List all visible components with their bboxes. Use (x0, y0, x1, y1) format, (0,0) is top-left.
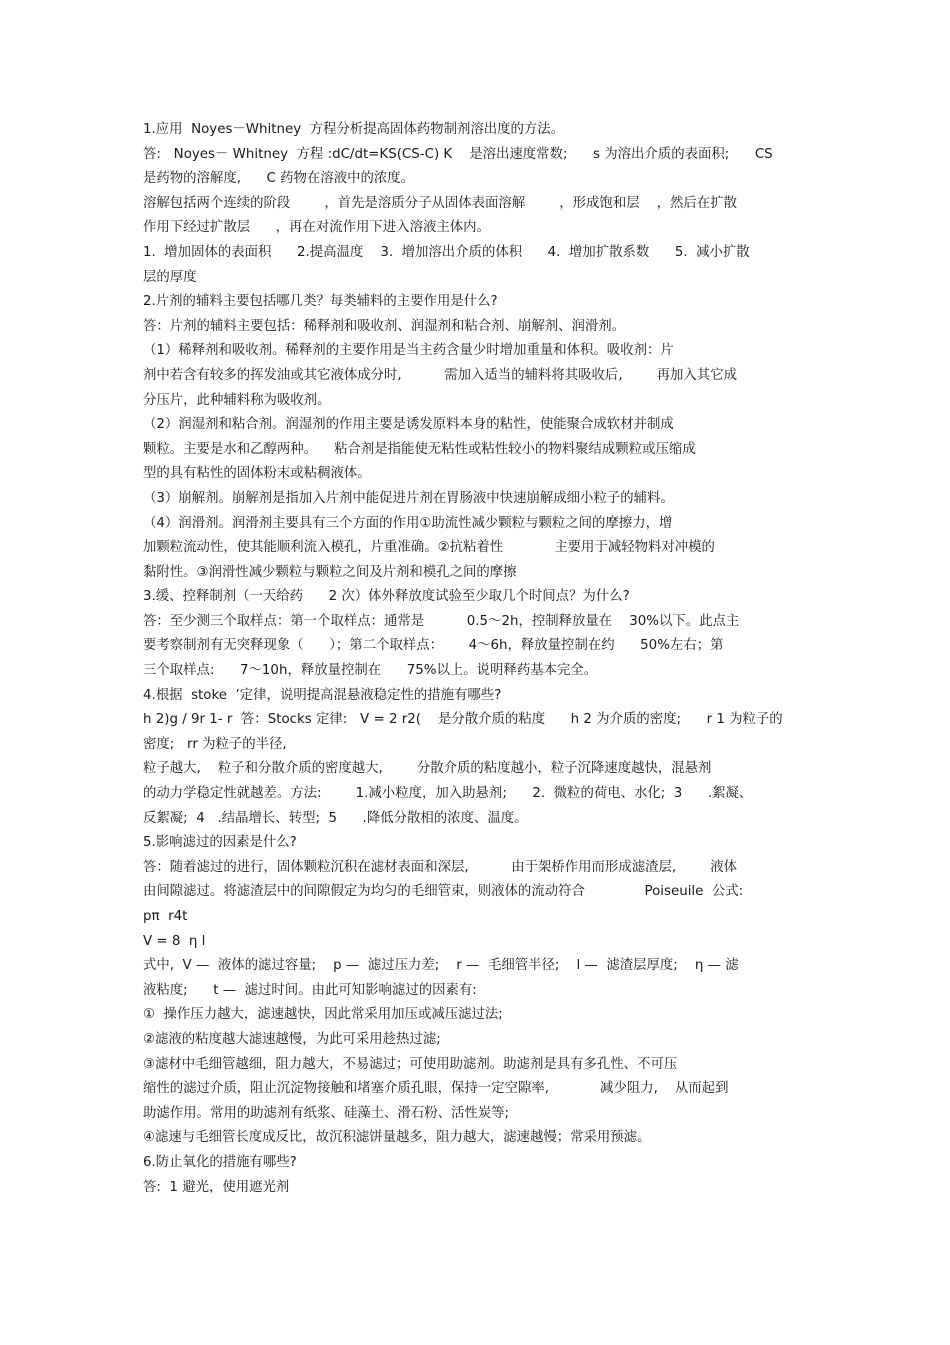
text-line: 答：随着滤过的进行，固体颗粒沉积在滤材表面和深层, 由于架桥作用而形成滤渣层, 液体 (143, 859, 737, 875)
text-line: ②滤液的粘度越大滤速越慢，为此可采用趁热过滤; (143, 1031, 441, 1047)
text-line: 是药物的溶解度, C 药物在溶液中的浓度。 (143, 171, 415, 187)
text-line: pπ r4t (143, 909, 188, 924)
text-line: 5.影响滤过的因素是什么? (143, 835, 297, 851)
text-line: 式中, V — 液体的滤过容量; p — 滤过压力差; r — 毛细管半径; l — 滤渣层厚度; η — 滤 (143, 958, 739, 974)
text-line: 1. 增加固体的表面积 2.提高温度 3. 增加溶出介质的体积 4. 增加扩散系数 5. 减小扩散 (143, 244, 750, 260)
text-line: V = 8 η l (143, 933, 206, 949)
text-line: 作用下经过扩散层 ，再在对流作用下进入溶液主体内。 (143, 220, 490, 236)
text-line: 型的具有粘性的固体粉末或粘稠液体。 (143, 466, 371, 482)
text-line: h 2)g / 9r 1- r 答：Stocks 定律: V = 2 r2( 是分散介质的粘度 h 2 为介质的密度; r 1 为粒子的 (143, 712, 783, 728)
text-line: 答：片剂的辅料主要包括：稀释剂和吸收剂、润湿剂和粘合剂、崩解剂、润滑剂。 (143, 318, 626, 334)
text-line: ④滤速与毛细管长度成反比，故沉积滤饼量越多，阻力越大，滤速越慢；常采用预滤。 (143, 1130, 651, 1146)
text-line: 答：至少测三个取样点：第一个取样点：通常是 0.5～2h，控制释放量在 30%以下。此点主 (143, 613, 740, 629)
text-line: 4.根据 stoke ’定律，说明提高混悬液稳定性的措施有哪些? (143, 687, 502, 703)
text-line: ① 操作压力越大，滤速越快，因此常采用加压或减压滤过法; (143, 1007, 503, 1023)
text-line: （3）崩解剂。崩解剂是指加入片剂中能促进片剂在胃肠液中快速崩解成细小粒子的辅料。 (143, 490, 674, 506)
text-line: 由间隙滤过。将滤渣层中的间隙假定为均匀的毛细管束，则液体的流动符合 Poiseuile 公式: (143, 884, 744, 900)
text-line: 反絮凝; 4 .结晶增长、转型; 5 .降低分散相的浓度、温度。 (143, 810, 528, 826)
text-line: 粒子越大, 粒子和分散介质的密度越大, 分散介质的粘度越小，粒子沉降速度越快，混悬剂 (143, 761, 712, 777)
text-line: ③滤材中毛细管越细，阻力越大，不易滤过；可使用助滤剂。助滤剂是具有多孔性、不可压 (143, 1056, 678, 1072)
text-line: 剂中若含有较多的挥发油或其它液体成分时, 需加入适当的辅料将其吸收后, 再加入其它成 (143, 367, 737, 383)
text-line: 层的厚度 (143, 269, 197, 285)
text-line: 6.防止氧化的措施有哪些? (143, 1154, 297, 1170)
text-line: 1.应用 Noyes－Whitney 方程分析提高固体药物制剂溶出度的方法。 (143, 122, 565, 137)
text-line: 黏附性。③润滑性减少颗粒与颗粒之间及片剂和模孔之间的摩擦 (143, 564, 517, 580)
text-line: 3.缓、控释制剂（一天给药 2 次）体外释放度试验至少取几个时间点？为什么? (143, 589, 630, 605)
text-line: （2）润湿剂和粘合剂。润湿剂的作用主要是诱发原料本身的粘性，使能聚合成软材并制成 (143, 417, 674, 433)
text-line: 2.片剂的辅料主要包括哪几类？每类辅料的主要作用是什么? (143, 294, 498, 310)
text-line: 缩性的滤过介质，阻止沉淀物接触和堵塞介质孔眼，保持一定空隙率, 减少阻力, 从而起到 (143, 1081, 729, 1097)
text-line: 液粘度; t — 滤过时间。由此可知影响滤过的因素有: (143, 982, 477, 998)
text-line: 答: Noyes－ Whitney 方程 :dC/dt=KS(CS-C) K 是溶出速度常数; s 为溶出介质的表面积; CS (143, 146, 773, 162)
text-line: 加颗粒流动性，使其能顺利流入模孔，片重准确。②抗粘着性 主要用于减轻物料对冲模的 (143, 540, 715, 556)
text-line: 助滤作用。常用的助滤剂有纸浆、硅藻土、滑石粉、活性炭等; (143, 1105, 510, 1121)
text-line: 要考察制剂有无突释现象（ ）；第二个取样点： 4～6h，释放量控制在约 50%左右；第 (143, 638, 724, 654)
text-line: （4）润滑剂。润滑剂主要具有三个方面的作用①助流性减少颗粒与颗粒之间的摩擦力，增 (143, 515, 673, 531)
text-line: 答: 1 避光，使用遮光剂 (143, 1179, 290, 1195)
text-line: 溶解包括两个连续的阶段 ，首先是溶质分子从固体表面溶解 ，形成饱和层 ，然后在扩散 (143, 195, 737, 211)
text-line: 分压片，此种辅料称为吸收剂。 (143, 392, 331, 408)
text-line: 密度; rr 为粒子的半径, (143, 736, 287, 752)
text-line: 三个取样点: 7～10h，释放量控制在 75%以上。说明释药基本完全。 (143, 663, 598, 679)
text-line: （1）稀释剂和吸收剂。稀释剂的主要作用是当主药含量少时增加重量和体积。吸收剂：片 (143, 343, 674, 359)
text-line: 颗粒。主要是水和乙醇两种。 粘合剂是指能使无粘性或粘性较小的物料聚结成颗粒或压缩成 (143, 441, 696, 457)
text-line: 的动力学稳定性就越差。方法: 1.减小粒度，加入助悬剂; 2. 微粒的荷电、水化; 3 .絮凝、 (143, 786, 753, 802)
